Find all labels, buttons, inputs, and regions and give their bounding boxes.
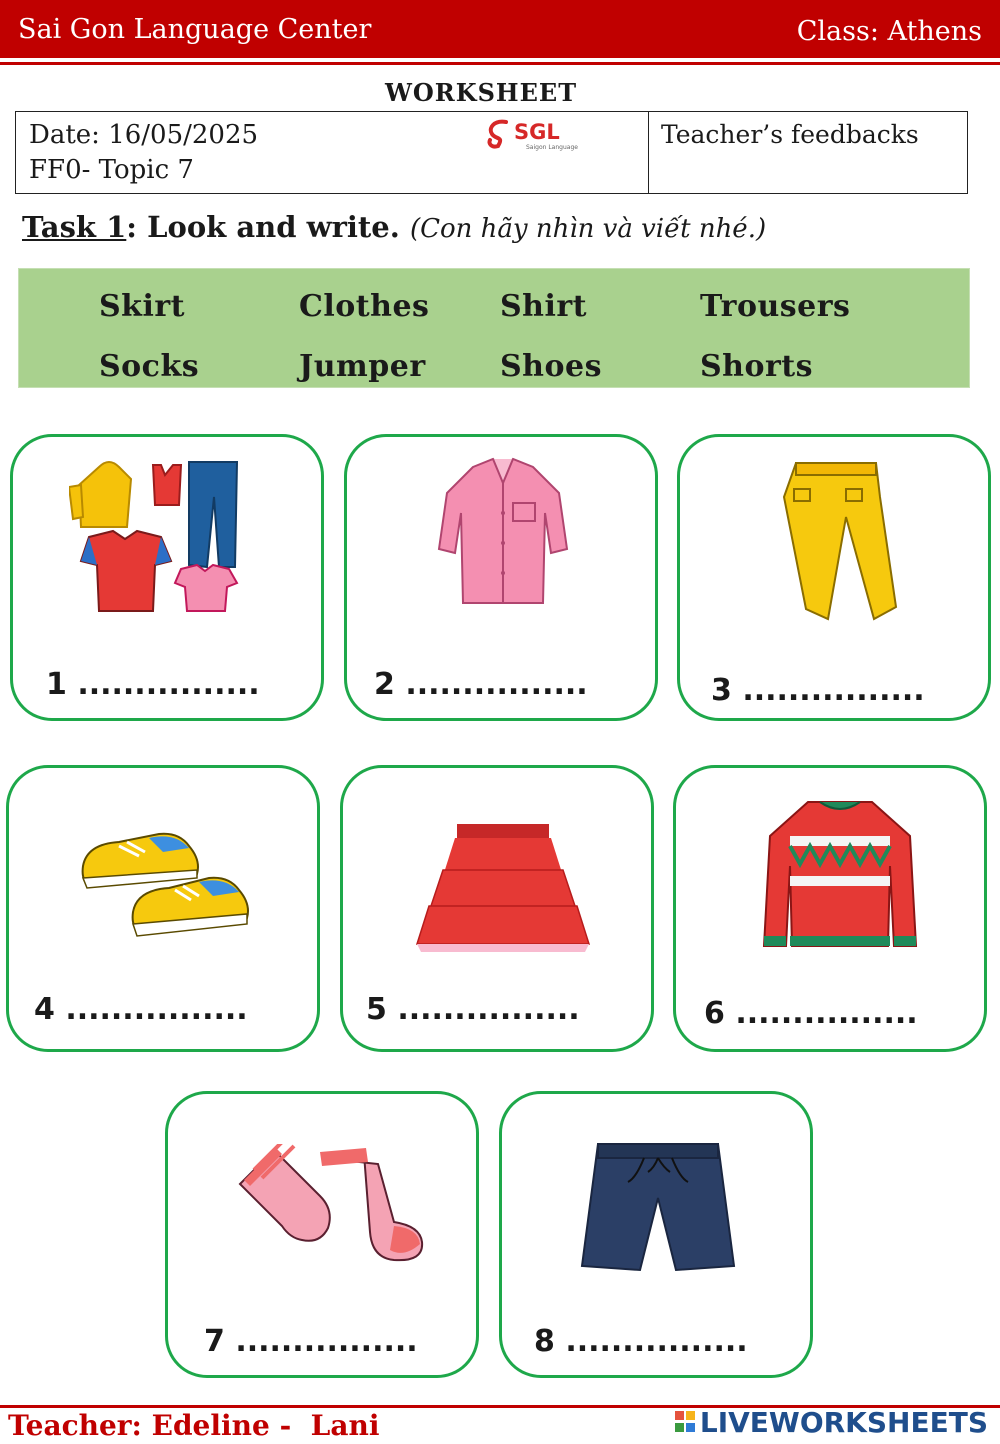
picture-card-2 bbox=[344, 434, 658, 721]
center-name: Sai Gon Language Center bbox=[18, 14, 372, 45]
date-text: Date: 16/05/2025 bbox=[29, 120, 259, 150]
picture-card-3 bbox=[677, 434, 991, 721]
picture-card-5 bbox=[340, 765, 654, 1052]
task-label: Task 1 bbox=[22, 210, 127, 244]
sgl-logo-icon bbox=[484, 118, 514, 152]
word-bank bbox=[18, 268, 970, 388]
shoes-icon bbox=[79, 826, 259, 956]
picture-card-7 bbox=[165, 1091, 479, 1378]
task-instruction: : Look and write. bbox=[126, 210, 400, 244]
teacher-feedback-label: Teacher’s feedbacks bbox=[661, 120, 919, 149]
logo-subtitle: Saigon Language bbox=[526, 144, 578, 151]
teacher-names: Teacher: Edeline - Lani bbox=[8, 1409, 380, 1442]
word-bank-item: Trousers bbox=[700, 289, 851, 324]
clothes-pile-icon bbox=[69, 457, 259, 627]
answer-blank-6[interactable]: 6 ................ bbox=[704, 996, 918, 1031]
word-bank-item: Skirt bbox=[99, 289, 186, 324]
answer-blank-5[interactable]: 5 ................ bbox=[366, 992, 580, 1027]
word-bank-item: Clothes bbox=[299, 289, 430, 324]
word-bank-item: Shoes bbox=[500, 349, 602, 384]
logo-text: SGL bbox=[514, 120, 560, 144]
picture-card-1 bbox=[10, 434, 324, 721]
header-divider bbox=[0, 62, 1000, 65]
word-bank-item: Shirt bbox=[500, 289, 588, 324]
word-bank-item: Socks bbox=[99, 349, 200, 384]
task-hint: (Con hãy nhìn và viết nhé.) bbox=[409, 214, 767, 244]
header-bar bbox=[0, 0, 1000, 58]
picture-card-4 bbox=[6, 765, 320, 1052]
word-bank-item: Jumper bbox=[299, 349, 426, 384]
worksheet-title: WORKSHEET bbox=[384, 78, 578, 107]
task-heading bbox=[22, 210, 766, 244]
info-left-cell bbox=[16, 112, 649, 193]
skirt-icon bbox=[413, 820, 593, 960]
sgl-logo bbox=[484, 118, 584, 154]
topic-text: FF0- Topic 7 bbox=[29, 155, 194, 185]
trousers-icon bbox=[776, 457, 906, 627]
class-label: Class: Athens bbox=[796, 16, 982, 47]
answer-blank-4[interactable]: 4 ................ bbox=[34, 992, 248, 1027]
answer-blank-3[interactable]: 3 ................ bbox=[711, 673, 925, 708]
liveworksheets-icon bbox=[674, 1409, 696, 1435]
liveworksheets-logo bbox=[674, 1406, 988, 1438]
shirt-icon bbox=[433, 453, 573, 613]
info-box bbox=[15, 111, 968, 194]
liveworksheets-text: LIVEWORKSHEETS bbox=[699, 1406, 988, 1439]
picture-card-8 bbox=[499, 1091, 813, 1378]
jumper-icon bbox=[760, 796, 920, 956]
socks-icon bbox=[234, 1144, 434, 1274]
answer-blank-2[interactable]: 2 ................ bbox=[374, 667, 588, 702]
picture-card-6 bbox=[673, 765, 987, 1052]
answer-blank-1[interactable]: 1 ................ bbox=[46, 667, 260, 702]
answer-blank-7[interactable]: 7 ................ bbox=[204, 1324, 418, 1359]
answer-blank-8[interactable]: 8 ................ bbox=[534, 1324, 748, 1359]
word-bank-item: Shorts bbox=[700, 349, 814, 384]
shorts-icon bbox=[578, 1138, 738, 1278]
